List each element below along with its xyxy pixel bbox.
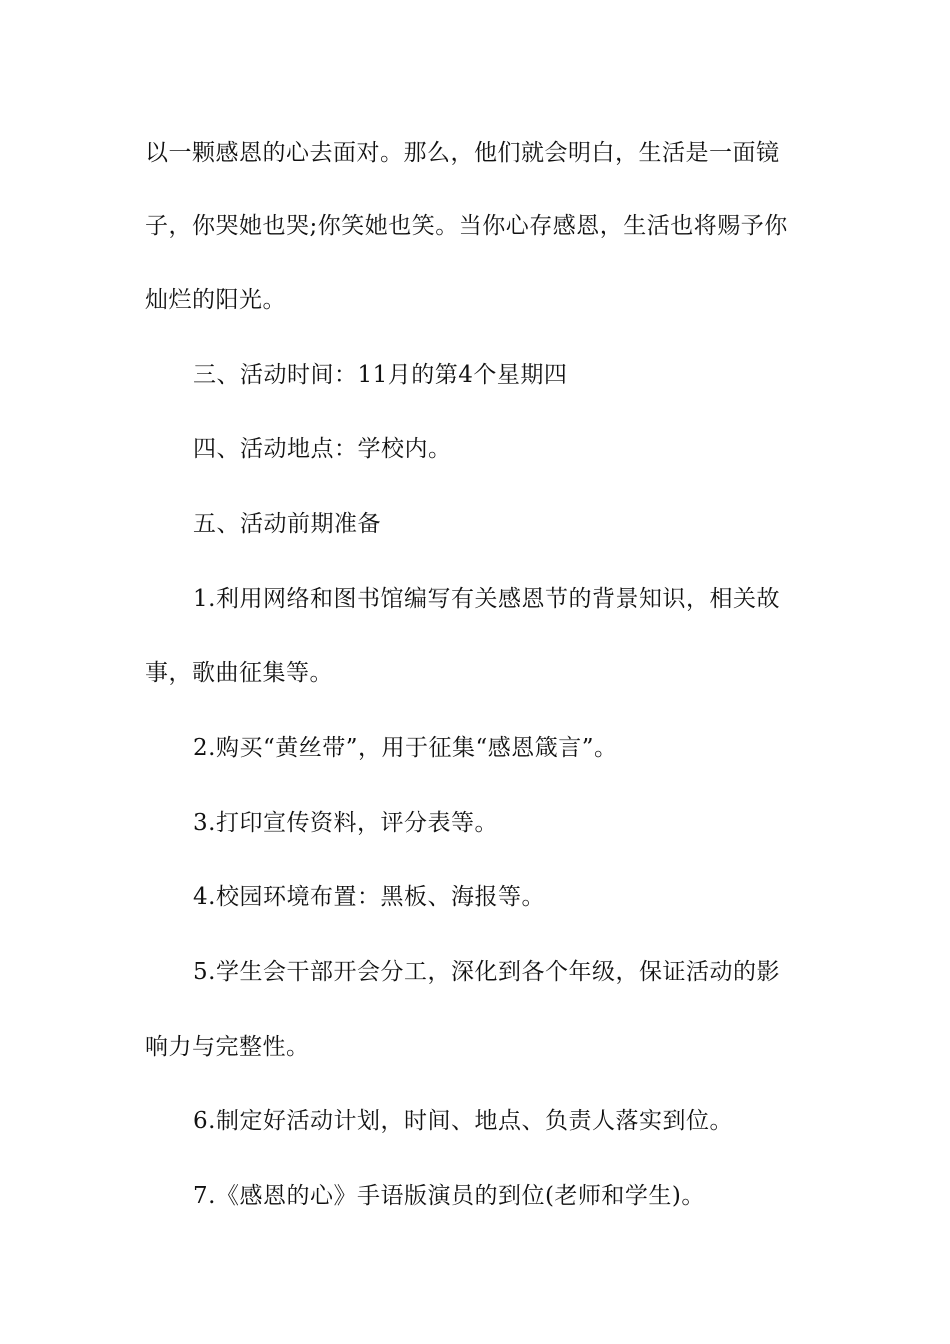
text-line: 以一颗感恩的心去面对。那么，他们就会明白，生活是一面镜 bbox=[145, 140, 780, 166]
section-heading-preparation: 五、活动前期准备 bbox=[193, 511, 381, 537]
list-item-continuation: 响力与完整性。 bbox=[145, 1034, 310, 1060]
list-item-continuation: 事，歌曲征集等。 bbox=[145, 660, 333, 686]
list-item: 1.利用网络和图书馆编写有关感恩节的背景知识，相关故 bbox=[193, 586, 780, 612]
list-item: 2.购买“黄丝带”，用于征集“感恩箴言”。 bbox=[193, 735, 618, 761]
text-line: 灿烂的阳光。 bbox=[145, 287, 286, 313]
list-item: 3.打印宣传资料，评分表等。 bbox=[193, 810, 498, 836]
section-heading-time: 三、活动时间：11月的第4个星期四 bbox=[193, 362, 568, 388]
section-heading-location: 四、活动地点：学校内。 bbox=[193, 436, 452, 462]
list-item: 6.制定好活动计划，时间、地点、负责人落实到位。 bbox=[193, 1108, 733, 1134]
list-item: 4.校园环境布置：黑板、海报等。 bbox=[193, 884, 545, 910]
list-item: 5.学生会干部开会分工，深化到各个年级，保证活动的影 bbox=[193, 959, 780, 985]
text-line: 子，你哭她也哭;你笑她也笑。当你心存感恩，生活也将赐予你 bbox=[145, 213, 788, 239]
list-item: 7.《感恩的心》手语版演员的到位(老师和学生)。 bbox=[193, 1183, 705, 1209]
